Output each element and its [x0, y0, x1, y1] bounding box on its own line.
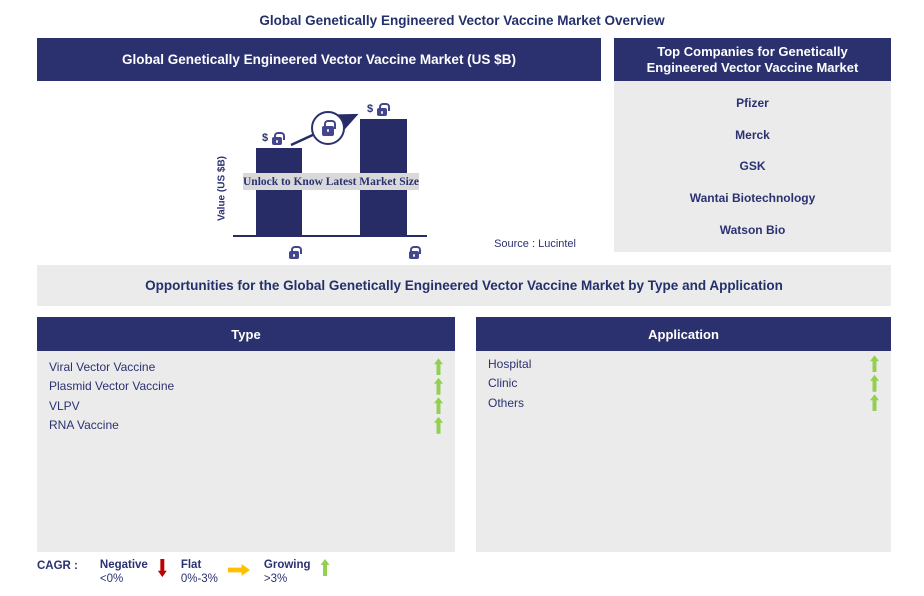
growth-up-arrow-icon — [434, 358, 443, 375]
bar-chart-canvas — [215, 85, 645, 257]
application-item — [488, 374, 879, 394]
opportunities-banner — [37, 265, 891, 306]
company-name: Pfizer — [736, 95, 769, 110]
growth-up-arrow-icon — [870, 355, 879, 372]
legend-label: Growing — [263, 559, 311, 571]
lock-icon — [322, 126, 334, 136]
growth-up-arrow-icon — [870, 375, 879, 392]
top-companies-header — [614, 38, 891, 81]
type-panel-header-label: Type — [231, 326, 261, 342]
company-name: Merck — [735, 127, 770, 142]
flat-right-arrow-icon — [228, 564, 250, 576]
type-panel — [37, 317, 455, 552]
unlock-cta-label: Unlock to Know Latest Market Size — [243, 175, 419, 188]
growth-up-arrow-icon — [434, 417, 443, 434]
company-name: Watson Bio — [719, 223, 786, 238]
bar-previous-year — [256, 148, 302, 236]
type-panel-header — [37, 317, 455, 351]
type-panel-body — [37, 351, 455, 552]
type-item-label: VLPV — [49, 398, 80, 413]
bar1-value-flag — [262, 132, 282, 145]
legend-range: <0% — [99, 573, 124, 585]
application-item — [488, 393, 879, 413]
type-item-label: Viral Vector Vaccine — [49, 359, 156, 374]
top-companies-header-label: Top Companies for Genetically Engineered Vector Vaccine Market — [646, 43, 859, 75]
growth-up-arrow-icon — [321, 559, 330, 576]
y-axis-label: Value (US $B) — [216, 155, 228, 222]
type-item — [49, 357, 443, 377]
type-item — [49, 377, 443, 397]
source-attribution: Source : Lucintel — [494, 238, 576, 250]
application-item-label: Others — [488, 395, 525, 410]
page-title: Global Genetically Engineered Vector Vaccine Market Overview — [259, 13, 665, 28]
opportunities-banner-label: Opportunities for the Global Genetically Engineered Vector Vaccine Market by Type and Application — [145, 278, 783, 293]
legend-range: 0%-3% — [180, 573, 218, 585]
market-chart-header-label: Global Genetically Engineered Vector Vaccine Market (US $B) — [122, 52, 516, 67]
lock-icon — [409, 251, 419, 259]
type-item — [49, 396, 443, 416]
cagr-legend-title: CAGR : — [37, 560, 78, 572]
top-companies-list — [614, 81, 891, 252]
application-panel — [476, 317, 891, 552]
dollar-label: $ — [367, 103, 374, 115]
application-panel-body — [476, 351, 891, 552]
type-item — [49, 416, 443, 436]
unlock-cta-band[interactable] — [243, 173, 419, 190]
legend-item-negative — [100, 556, 167, 586]
bar2-value-flag — [367, 103, 387, 116]
lock-icon — [289, 251, 299, 259]
application-panel-header-label: Application — [648, 326, 719, 342]
market-bar-chart — [215, 85, 645, 257]
company-name: Wantai Biotechnology — [689, 191, 816, 206]
type-item-label: Plasmid Vector Vaccine — [49, 379, 175, 394]
legend-item-growing — [264, 556, 330, 586]
application-panel-header — [476, 317, 891, 351]
dollar-label: $ — [262, 132, 269, 144]
growth-up-arrow-icon — [434, 378, 443, 395]
cagr-legend — [37, 556, 344, 586]
lock-icon — [272, 137, 282, 145]
company-name: GSK — [739, 159, 766, 174]
application-item — [488, 354, 879, 374]
type-item-label: RNA Vaccine — [49, 418, 119, 433]
legend-label: Negative — [99, 559, 148, 571]
legend-range: >3% — [263, 573, 288, 585]
market-chart-header — [37, 38, 601, 81]
growth-up-arrow-icon — [434, 397, 443, 414]
growth-up-arrow-icon — [870, 394, 879, 411]
application-item-label: Clinic — [488, 376, 518, 391]
legend-item-flat — [181, 556, 250, 586]
negative-down-arrow-icon — [158, 559, 167, 577]
lock-icon — [377, 108, 387, 116]
legend-label: Flat — [180, 559, 202, 571]
application-item-label: Hospital — [488, 356, 532, 371]
